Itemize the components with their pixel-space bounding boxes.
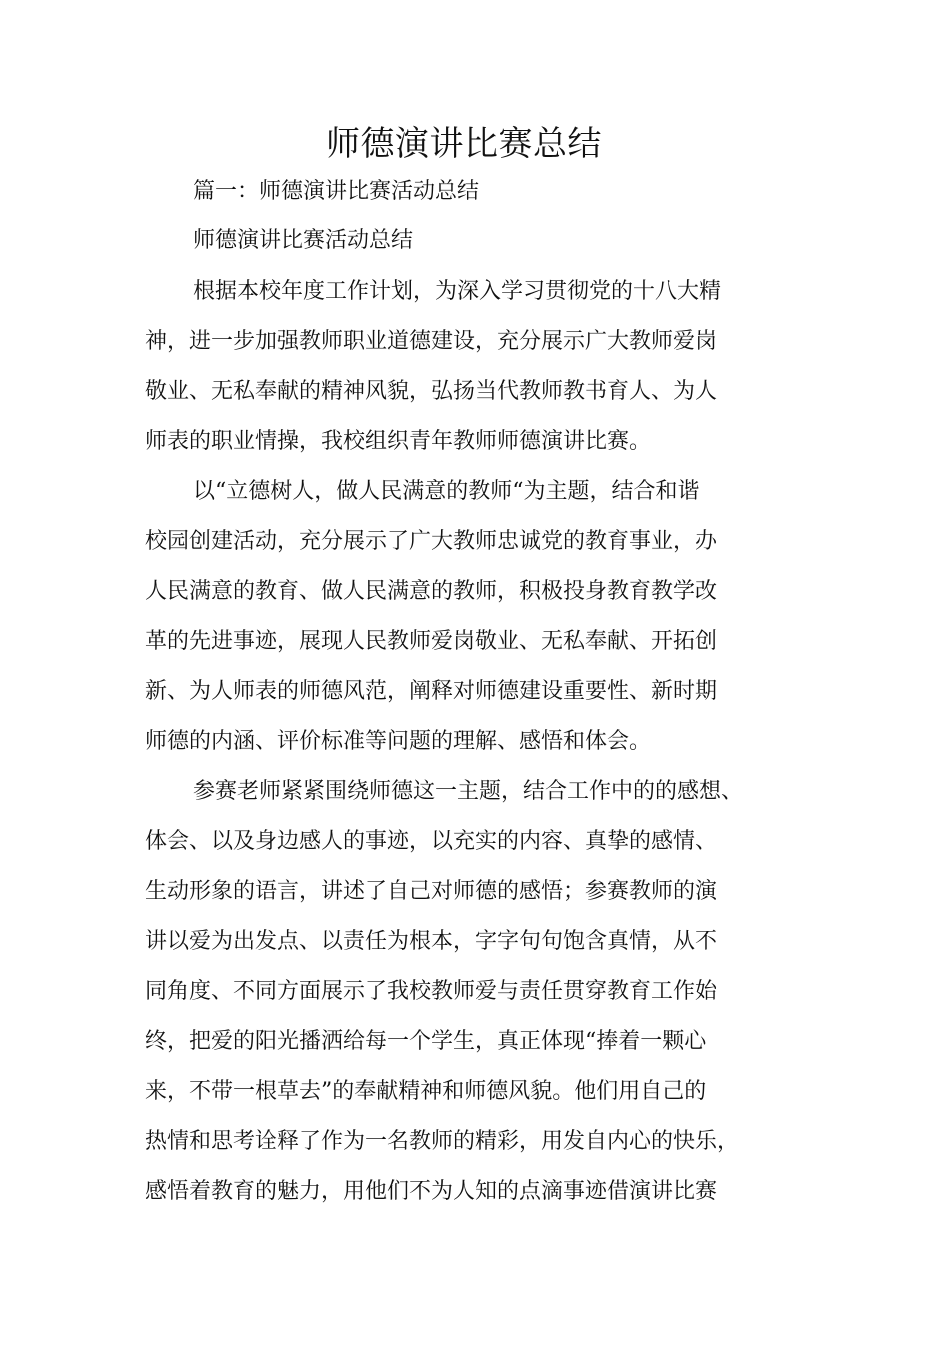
paragraph-line: 革的先进事迹，展现人民教师爱岗敬业、无私奉献、开拓创 xyxy=(145,629,718,654)
paragraph-line: 感悟着教育的魅力，用他们不为人知的点滴事迹借演讲比赛 xyxy=(145,1179,718,1204)
paragraph-line: 终，把爱的阳光播洒给每一个学生，真正体现“捧着一颗心 xyxy=(145,1029,707,1054)
paragraph-line: 师德的内涵、评价标准等问题的理解、感悟和体会。 xyxy=(145,729,652,754)
paragraph-line: 讲以爱为出发点、以责任为根本，字字句句饱含真情，从不 xyxy=(145,929,718,954)
paragraph-line: 生动形象的语言，讲述了自己对师德的感悟；参赛教师的演 xyxy=(145,879,718,904)
paragraph-line: 新、为人师表的师德风范，阐释对师德建设重要性、新时期 xyxy=(145,679,718,704)
section-heading: 篇一：师德演讲比赛活动总结 xyxy=(193,179,480,204)
paragraph-line: 来，不带一根草去”的奉献精神和师德风貌。他们用自己的 xyxy=(145,1079,707,1104)
paragraph-line: 校园创建活动，充分展示了广大教师忠诚党的教育事业，办 xyxy=(145,529,718,554)
subheading: 师德演讲比赛活动总结 xyxy=(193,228,414,253)
paragraph-line: 神，进一步加强教师职业道德建设，充分展示广大教师爱岗 xyxy=(145,329,718,354)
paragraph-line: 人民满意的教育、做人民满意的教师，积极投身教育教学改 xyxy=(145,579,718,604)
paragraph-line: 根据本校年度工作计划，为深入学习贯彻党的十八大精 xyxy=(193,279,722,304)
paragraph-line: 同角度、不同方面展示了我校教师爱与责任贯穿教育工作始 xyxy=(145,979,718,1004)
paragraph-line: 热情和思考诠释了作为一名教师的精彩，用发自内心的快乐， xyxy=(145,1129,740,1154)
paragraph-line: 体会、以及身边感人的事迹，以充实的内容、真挚的感情、 xyxy=(145,829,718,854)
paragraph-line: 敬业、无私奉献的精神风貌，弘扬当代教师教书育人、为人 xyxy=(145,379,718,404)
document-title: 师德演讲比赛总结 xyxy=(326,124,602,164)
paragraph-line: 参赛老师紧紧围绕师德这一主题，结合工作中的的感想、 xyxy=(193,779,744,804)
paragraph-line: 以“立德树人，做人民满意的教师“为主题，结合和谐 xyxy=(193,479,700,504)
paragraph-line: 师表的职业情操，我校组织青年教师师德演讲比赛。 xyxy=(145,429,652,454)
